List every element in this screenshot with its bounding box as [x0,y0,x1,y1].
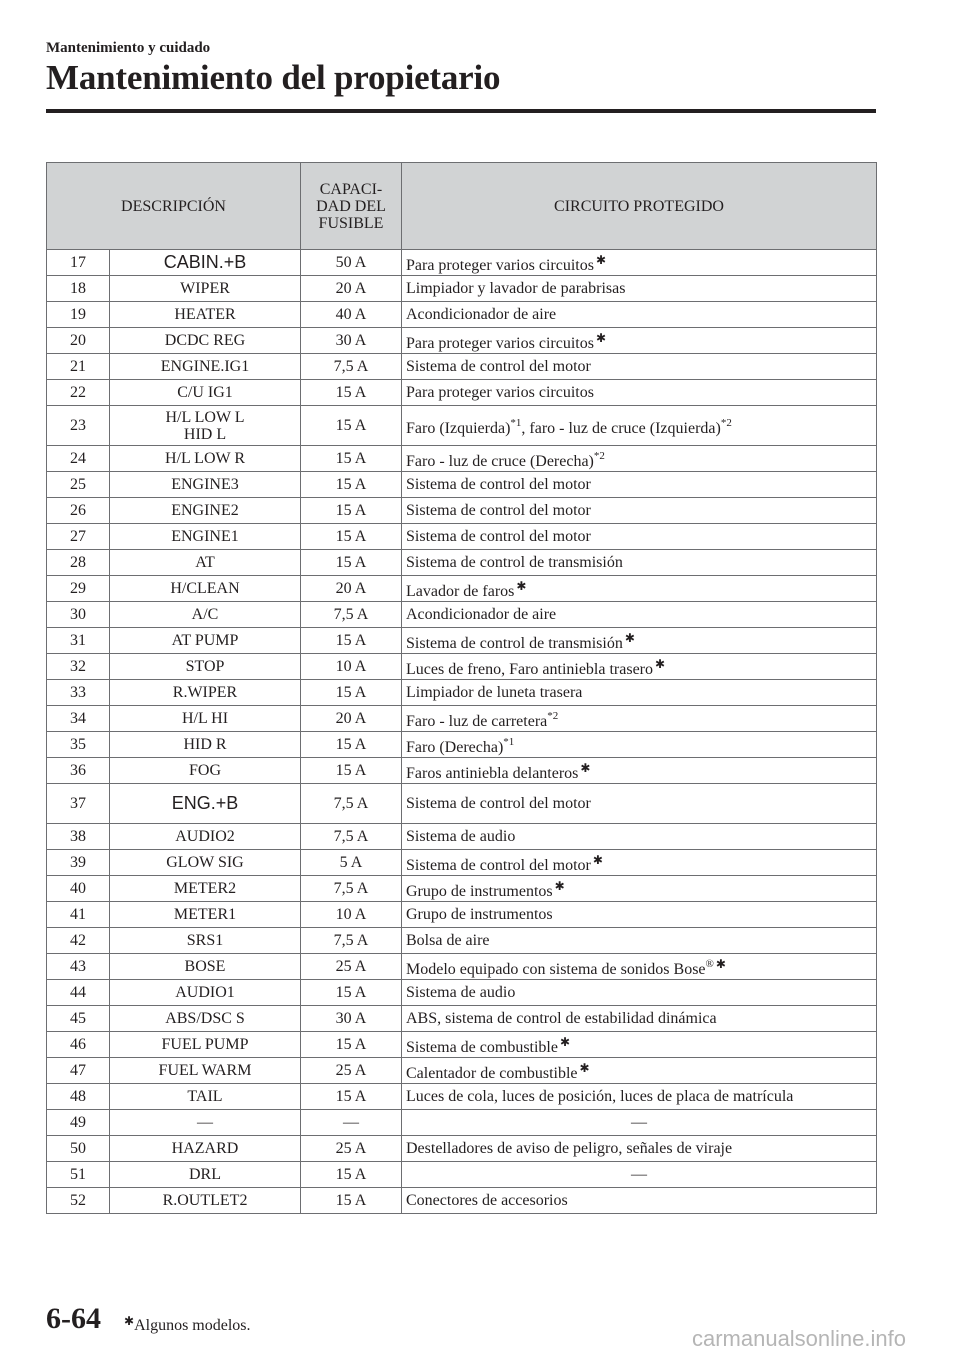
protected-circuit-text: Conectores de accesorios [406,1192,568,1209]
table-row [47,1162,877,1188]
protected-circuit [402,1136,877,1162]
protected-circuit-text: Sistema de control de transmisión [406,634,623,652]
fuse-number: 50 [47,1136,110,1162]
table-row [47,1084,877,1110]
protected-circuit-text: Limpiador de luneta trasera [406,684,583,701]
fuse-name-text: SRS1 [186,932,224,949]
fuse-name-text: AUDIO1 [175,984,235,1001]
protected-circuit-text: Acondicionador de aire [406,306,557,323]
protected-circuit-text: Para proteger varios circuitos [406,256,594,274]
fuse-name-text: ENG.+B [171,792,239,813]
fuse-number: 40 [47,876,110,902]
protected-circuit: Faro - luz de cruce (Derecha)$^{*2}$ [402,446,877,472]
fuse-name-text: DRL [189,1166,221,1183]
fuse-capacity: 20 A [301,276,402,302]
fuse-number: 31 [47,628,110,654]
fuse-name-text: FUEL WARM [158,1062,252,1079]
fuse-capacity: 20 A [301,576,402,602]
fuse-name [110,1058,301,1084]
protected-circuit-text: Sistema de audio [406,984,516,1001]
table-row [47,380,877,406]
fuse-capacity: 15 A [301,732,402,758]
fuse-name [110,328,301,354]
protected-circuit-text: Luces de freno, Faro antiniebla trasero [406,660,654,678]
protected-circuit [402,876,877,902]
fuse-name-text: HEATER [174,306,236,323]
asterisk-icon: ✱ [592,852,603,867]
fuse-name-text: AT PUMP [171,632,239,649]
protected-circuit-text: Sistema de control del motor [406,528,591,545]
fuse-name [110,654,301,680]
fuse-name [110,680,301,706]
fuse-name-text: CABIN.+B [163,251,247,272]
fuse-name [110,1136,301,1162]
fuse-name: H/L LOW L HID L [110,406,301,446]
asterisk-icon: ✱ [655,656,666,671]
protected-circuit [402,758,877,784]
footnote-mark: *1 [503,735,515,748]
table-row [47,302,877,328]
table-row [47,1110,877,1136]
protected-circuit [402,602,877,628]
protected-circuit-text: Sistema de control del motor [406,502,591,519]
asterisk-icon: ✱ [124,1314,135,1328]
protected-circuit-text: Sistema de control del motor [406,476,591,493]
asterisk-icon: ✱ [580,760,591,775]
footnote [124,1314,251,1335]
protected-circuit-text: Lavador de faros [406,582,515,600]
table-row [47,628,877,654]
column-header-capacity [301,163,402,250]
table-row [47,706,877,732]
fuse-capacity: 40 A [301,302,402,328]
fuse-number: 21 [47,354,110,380]
protected-circuit [402,1032,877,1058]
table-row [47,276,877,302]
fuse-number: 36 [47,758,110,784]
fuse-name-text: H/L HI [181,710,229,727]
fuse-capacity: 15 A [301,524,402,550]
fuse-table-body [47,250,877,1214]
fuse-capacity: 7,5 A [301,354,402,380]
fuse-name-text: ENGINE.IG1 [160,358,250,375]
protected-circuit [402,1006,877,1032]
table-row [47,498,877,524]
protected-circuit [402,628,877,654]
fuse-name [110,954,301,980]
fuse-number: 19 [47,302,110,328]
table-row [47,732,877,758]
protected-circuit [402,980,877,1006]
fuse-number: 47 [47,1058,110,1084]
fuse-capacity: 15 A [301,1032,402,1058]
fuse-number: 23 [47,406,110,446]
asterisk-icon: ✱ [579,1060,590,1075]
fuse-name [110,1110,301,1136]
asterisk-icon: ✱ [595,330,606,345]
fuse-capacity: 30 A [301,328,402,354]
fuse-capacity: 30 A [301,1006,402,1032]
fuse-name-text: WIPER [180,280,230,297]
fuse-capacity: — [301,1110,402,1136]
protected-circuit [402,902,877,928]
table-row [47,524,877,550]
fuse-number: 17 [47,250,110,276]
protected-circuit-text: ABS, sistema de control de estabilidad dinámica [406,1010,717,1027]
protected-circuit: Modelo equipado con sistema de sonidos Bose® ✱ [402,954,877,980]
fuse-name [110,380,301,406]
fuse-capacity: 7,5 A [301,602,402,628]
asterisk-icon: ✱ [624,630,635,645]
protected-circuit-text: Sistema de control del motor [406,358,591,375]
fuse-number: 35 [47,732,110,758]
fuse-name [110,276,301,302]
fuse-capacity: 15 A [301,498,402,524]
fuse-name-text: R.WIPER [172,684,238,701]
column-header-circuit: CIRCUITO PROTEGIDO [402,163,877,250]
protected-circuit [402,354,877,380]
protected-circuit [402,850,877,876]
fuse-name [110,602,301,628]
table-row [47,328,877,354]
fuse-name [110,784,301,824]
protected-circuit [402,302,877,328]
fuse-name [110,446,301,472]
fuse-number: 45 [47,1006,110,1032]
protected-circuit-text: Grupo de instrumentos [406,882,553,900]
protected-circuit-text: Sistema de control del motor [406,856,591,874]
protected-circuit-text: Sistema de control de transmisión [406,554,623,571]
fuse-number: 43 [47,954,110,980]
protected-circuit [402,328,877,354]
table-row [47,354,877,380]
fuse-name [110,928,301,954]
fuse-name [110,1188,301,1214]
table-row [47,576,877,602]
fuse-number: 44 [47,980,110,1006]
fuse-capacity: 25 A [301,1136,402,1162]
protected-circuit [402,784,877,824]
fuse-name-text: A/C [191,606,219,623]
fuse-number: 20 [47,328,110,354]
fuse-number: 34 [47,706,110,732]
protected-circuit [402,928,877,954]
fuse-number: 28 [47,550,110,576]
fuse-capacity: 15 A [301,980,402,1006]
fuse-name-text: H/CLEAN [170,580,240,597]
column-header-description: DESCRIPCIÓN [47,163,301,250]
asterisk-icon: ✱ [595,252,606,267]
watermark: carmanualsonline.info [691,1326,906,1351]
fuse-name-text: C/U IG1 [177,384,233,401]
fuse-name [110,732,301,758]
protected-circuit [402,576,877,602]
fuse-capacity: 15 A [301,446,402,472]
fuse-capacity: 10 A [301,902,402,928]
footnote-mark: ® [705,957,714,970]
fuse-number: 24 [47,446,110,472]
protected-circuit [402,824,877,850]
protected-circuit-text: Sistema de audio [406,828,516,845]
page-title: Mantenimiento del propietario [46,58,501,97]
table-row [47,1058,877,1084]
fuse-name-text: AT [195,554,215,571]
fuse-capacity: 7,5 A [301,928,402,954]
table-row [47,472,877,498]
fuse-name-text: R.OUTLET2 [162,1192,248,1209]
fuse-name-text: HID R [183,736,227,753]
table-row [47,928,877,954]
footnote-mark: *2 [720,416,732,429]
fuse-number: 51 [47,1162,110,1188]
fuse-number: 42 [47,928,110,954]
protected-circuit [402,250,877,276]
fuse-number: 29 [47,576,110,602]
protected-circuit-text: Acondicionador de aire [406,606,557,623]
fuse-capacity: 15 A [301,758,402,784]
fuse-name-text: FUEL PUMP [161,1036,249,1053]
fuse-name-text: H/L LOW R [165,450,245,467]
table-row [47,758,877,784]
fuse-number: 48 [47,1084,110,1110]
protected-circuit [402,680,877,706]
table-row [47,550,877,576]
protected-circuit-text: Luces de cola, luces de posición, luces de placa de matrícula [406,1088,794,1105]
section-label: Mantenimiento y cuidado [46,40,211,56]
protected-circuit-text: Sistema de combustible [406,1038,558,1056]
fuse-name [110,980,301,1006]
fuse-capacity: 7,5 A [301,784,402,824]
protected-circuit-text: — [631,1166,647,1183]
protected-circuit [402,498,877,524]
page-number: 6-64 [46,1302,101,1335]
protected-circuit [402,472,877,498]
fuse-capacity: 20 A [301,706,402,732]
fuse-name [110,354,301,380]
fuse-name [110,824,301,850]
table-row [47,1188,877,1214]
fuse-number: 49 [47,1110,110,1136]
fuse-name-text: STOP [185,658,225,675]
table-row [47,406,877,446]
fuse-capacity: 10 A [301,654,402,680]
fuse-name-text: BOSE [184,958,226,975]
table-row [47,446,877,472]
fuse-name-text: ENGINE1 [171,528,239,545]
protected-circuit [402,1110,877,1136]
protected-circuit [402,1188,877,1214]
fuse-name-text: METER2 [173,880,237,897]
fuse-name [110,302,301,328]
fuse-table [46,162,877,1214]
fuse-name [110,628,301,654]
fuse-number: 32 [47,654,110,680]
protected-circuit: Faro (Derecha)$^{*1}$ [402,732,877,758]
fuse-capacity: 15 A [301,472,402,498]
table-row [47,824,877,850]
title-divider [46,109,876,113]
capacity-header-line: DAD DEL [316,197,386,215]
capacity-header-line: FUSIBLE [318,214,384,232]
fuse-capacity: 7,5 A [301,876,402,902]
table-row [47,680,877,706]
fuse-name-text: FOG [188,762,221,779]
fuse-name-text: AUDIO2 [175,828,235,845]
protected-circuit: Faro (Izquierda)$^{*1}$, faro - luz de cruce (Izquierda)$^{*2}$ [402,406,877,446]
protected-circuit [402,276,877,302]
fuse-name [110,706,301,732]
fuse-capacity: 25 A [301,954,402,980]
fuse-name-text: DCDC REG [164,332,246,349]
fuse-name [110,876,301,902]
protected-circuit-text: Bolsa de aire [406,932,490,949]
fuse-name [110,1006,301,1032]
fuse-capacity: 7,5 A [301,824,402,850]
protected-circuit-text: Calentador de combustible [406,1064,578,1082]
fuse-number: 25 [47,472,110,498]
protected-circuit-text: Faros antiniebla delanteros [406,764,579,782]
table-header-row [47,163,877,250]
fuse-name-text: ENGINE3 [171,476,239,493]
fuse-name [110,576,301,602]
fuse-name [110,1162,301,1188]
asterisk-icon: ✱ [554,878,565,893]
fuse-name [110,524,301,550]
fuse-name [110,472,301,498]
fuse-name-text: TAIL [187,1088,223,1105]
fuse-capacity: 50 A [301,250,402,276]
protected-circuit-text: — [631,1114,647,1131]
fuse-number: 39 [47,850,110,876]
protected-circuit-text: Para proteger varios circuitos [406,384,594,401]
protected-circuit [402,1058,877,1084]
protected-circuit [402,524,877,550]
table-row [47,1032,877,1058]
fuse-name-text: HAZARD [171,1140,239,1157]
fuse-number: 18 [47,276,110,302]
asterisk-icon: ✱ [559,1034,571,1049]
table-row [47,1006,877,1032]
fuse-capacity: 15 A [301,406,402,446]
fuse-name-text: ABS/DSC S [165,1010,245,1027]
protected-circuit [402,550,877,576]
footnote-mark: *2 [593,449,605,462]
footnote-text: Algunos modelos. [134,1317,251,1334]
protected-circuit [402,654,877,680]
capacity-header-line: CAPACI- [319,180,383,198]
fuse-number: 26 [47,498,110,524]
table-row [47,602,877,628]
fuse-capacity: 15 A [301,680,402,706]
table-row [47,902,877,928]
fuse-number: 38 [47,824,110,850]
protected-circuit-text: Grupo de instrumentos [406,906,553,923]
fuse-capacity: 25 A [301,1058,402,1084]
fuse-name [110,250,301,276]
asterisk-icon: ✱ [516,578,527,593]
protected-circuit-text: Sistema de control del motor [406,795,591,812]
fuse-name-text: METER1 [173,906,237,923]
protected-circuit-text: Limpiador y lavador de parabrisas [406,280,626,297]
protected-circuit [402,1084,877,1110]
table-row [47,250,877,276]
protected-circuit: Faro - luz de carretera$^{*2}$ [402,706,877,732]
fuse-capacity: 15 A [301,1162,402,1188]
fuse-number: 27 [47,524,110,550]
fuse-name [110,902,301,928]
fuse-capacity: 15 A [301,1188,402,1214]
fuse-number: 52 [47,1188,110,1214]
fuse-name-text: — [197,1114,213,1131]
table-row [47,784,877,824]
fuse-name [110,550,301,576]
fuse-capacity: 15 A [301,1084,402,1110]
footnote-mark: *2 [547,709,559,722]
table-row [47,954,877,980]
table-row [47,654,877,680]
footnote-mark: *1 [510,416,522,429]
fuse-number: 41 [47,902,110,928]
table-row [47,1136,877,1162]
fuse-number: 37 [47,784,110,824]
fuse-number: 46 [47,1032,110,1058]
fuse-capacity: 15 A [301,380,402,406]
protected-circuit-text: Para proteger varios circuitos [406,334,594,352]
fuse-name [110,758,301,784]
fuse-name-text: GLOW SIG [166,854,244,871]
fuse-capacity: 5 A [301,850,402,876]
protected-circuit [402,380,877,406]
fuse-number: 33 [47,680,110,706]
fuse-capacity: 15 A [301,550,402,576]
fuse-name [110,850,301,876]
table-row [47,876,877,902]
table-row [47,850,877,876]
fuse-number: 30 [47,602,110,628]
asterisk-icon: ✱ [715,956,726,971]
protected-circuit [402,1162,877,1188]
fuse-name [110,498,301,524]
fuse-capacity: 15 A [301,628,402,654]
fuse-name [110,1032,301,1058]
fuse-name-text: ENGINE2 [171,502,239,519]
fuse-number: 22 [47,380,110,406]
protected-circuit-text: Destelladores de aviso de peligro, señales de viraje [406,1140,733,1157]
fuse-name [110,1084,301,1110]
table-row [47,980,877,1006]
